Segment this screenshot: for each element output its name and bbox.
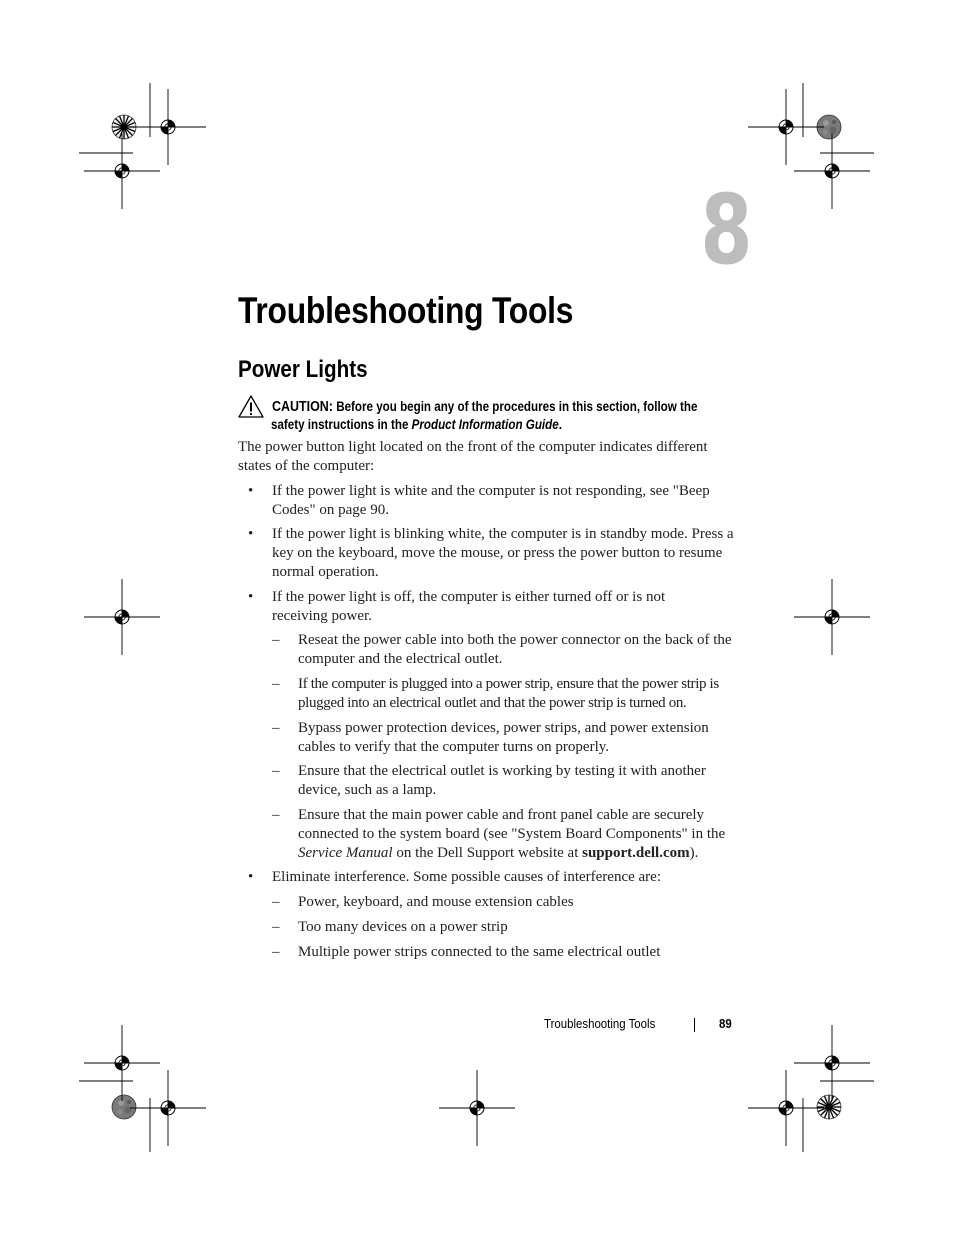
service-manual-title: Service Manual xyxy=(298,845,393,861)
sub-item-text: Too many devices on a power strip xyxy=(298,919,508,935)
registration-mark-icon xyxy=(84,1025,160,1101)
sub-list-item xyxy=(272,893,768,912)
dash: – xyxy=(272,676,280,692)
list-item xyxy=(248,482,742,520)
chapter-title: Troubleshooting Tools xyxy=(238,290,574,331)
running-footer-title: Troubleshooting Tools xyxy=(544,1016,656,1031)
footer-separator xyxy=(694,1018,695,1032)
dash: – xyxy=(272,919,280,935)
list-item xyxy=(248,525,742,582)
sub-list-item xyxy=(272,631,738,669)
registration-mark-icon xyxy=(84,133,160,209)
bullet: • xyxy=(248,483,254,499)
caution-line2 xyxy=(271,415,787,434)
caution-text-1: Before you begin any of the procedures in this section, follow the xyxy=(336,399,698,414)
sub-item-text: on the Dell Support website at xyxy=(392,845,583,861)
caution-label: CAUTION: xyxy=(272,399,333,415)
registration-mark-icon xyxy=(794,579,870,655)
registration-mark-icon xyxy=(794,133,870,209)
guide-title: Product Information Guide xyxy=(411,417,559,432)
bullet-text: If the power light is off, the computer is either turned off or is not receiving power. xyxy=(272,589,666,624)
section-title: Power Lights xyxy=(238,356,368,383)
registration-mark-icon xyxy=(84,579,160,655)
list-item xyxy=(248,868,742,887)
registration-mark-icon xyxy=(439,1070,515,1146)
warning-triangle-icon xyxy=(238,395,264,419)
sub-item-text: If the computer is plugged into a power strip, ensure that the power strip is plugged into an electrical outlet and that the power strip is turned on. xyxy=(298,676,719,711)
bullet: • xyxy=(248,589,254,605)
registration-mark-icon xyxy=(794,1025,870,1101)
sub-list-item xyxy=(272,943,768,962)
support-website-text: support.dell.com xyxy=(582,845,690,861)
sub-list-item xyxy=(272,675,743,713)
page-number: 89 xyxy=(719,1016,732,1031)
star-target-icon xyxy=(112,115,136,139)
sub-list-item xyxy=(272,719,738,757)
bullet-text: If the power light is white and the computer is not responding, see "Beep Codes" on page 90. xyxy=(272,483,710,518)
caution-line1 xyxy=(272,397,719,417)
sub-list-item xyxy=(272,762,738,800)
sub-item-text: Reseat the power cable into both the power connector on the back of the computer and the electrical outlet. xyxy=(298,632,732,667)
registration-mark-icon xyxy=(130,1070,206,1146)
star-target-icon xyxy=(112,1095,136,1119)
sub-item-text: Ensure that the electrical outlet is working by testing it with another device, such as a lamp. xyxy=(298,763,706,798)
sub-item-text: Ensure that the main power cable and front panel cable are securely connected to the system board (see "System Board Components" in the xyxy=(298,807,726,842)
list-item xyxy=(248,588,712,626)
dash: – xyxy=(272,720,280,736)
dash: – xyxy=(272,632,280,648)
caution-text-2: safety instructions in the xyxy=(271,417,412,432)
sub-item-text: Multiple power strips connected to the same electrical outlet xyxy=(298,944,661,960)
registration-mark-icon xyxy=(748,89,824,165)
caution-text-end: . xyxy=(558,417,562,432)
sub-list-item xyxy=(272,918,768,937)
intro-paragraph: The power button light located on the front of the computer indicates different states of the computer: xyxy=(238,439,708,474)
dash: – xyxy=(272,894,280,910)
dash: – xyxy=(272,763,280,779)
bullet: • xyxy=(248,869,254,885)
dash: – xyxy=(272,944,280,960)
sub-list-item xyxy=(272,806,738,863)
sub-item-text: Bypass power protection devices, power strips, and power extension cables to verify that the computer turns on properly. xyxy=(298,720,709,755)
chapter-number: 8 xyxy=(700,174,751,286)
bullet: • xyxy=(248,526,254,542)
bullet-text: If the power light is blinking white, the computer is in standby mode. Press a key on the keyboard, move the mouse, or press the power button to resume normal operation. xyxy=(272,526,734,580)
dash: – xyxy=(272,807,280,823)
bullet-text: Eliminate interference. Some possible causes of interference are: xyxy=(272,869,661,885)
sub-item-text: ). xyxy=(689,845,699,861)
star-target-icon xyxy=(817,1095,841,1119)
sub-item-text: Power, keyboard, and mouse extension cables xyxy=(298,894,574,910)
registration-mark-icon xyxy=(748,1070,824,1146)
registration-mark-icon xyxy=(130,89,206,165)
star-target-icon xyxy=(817,115,841,139)
